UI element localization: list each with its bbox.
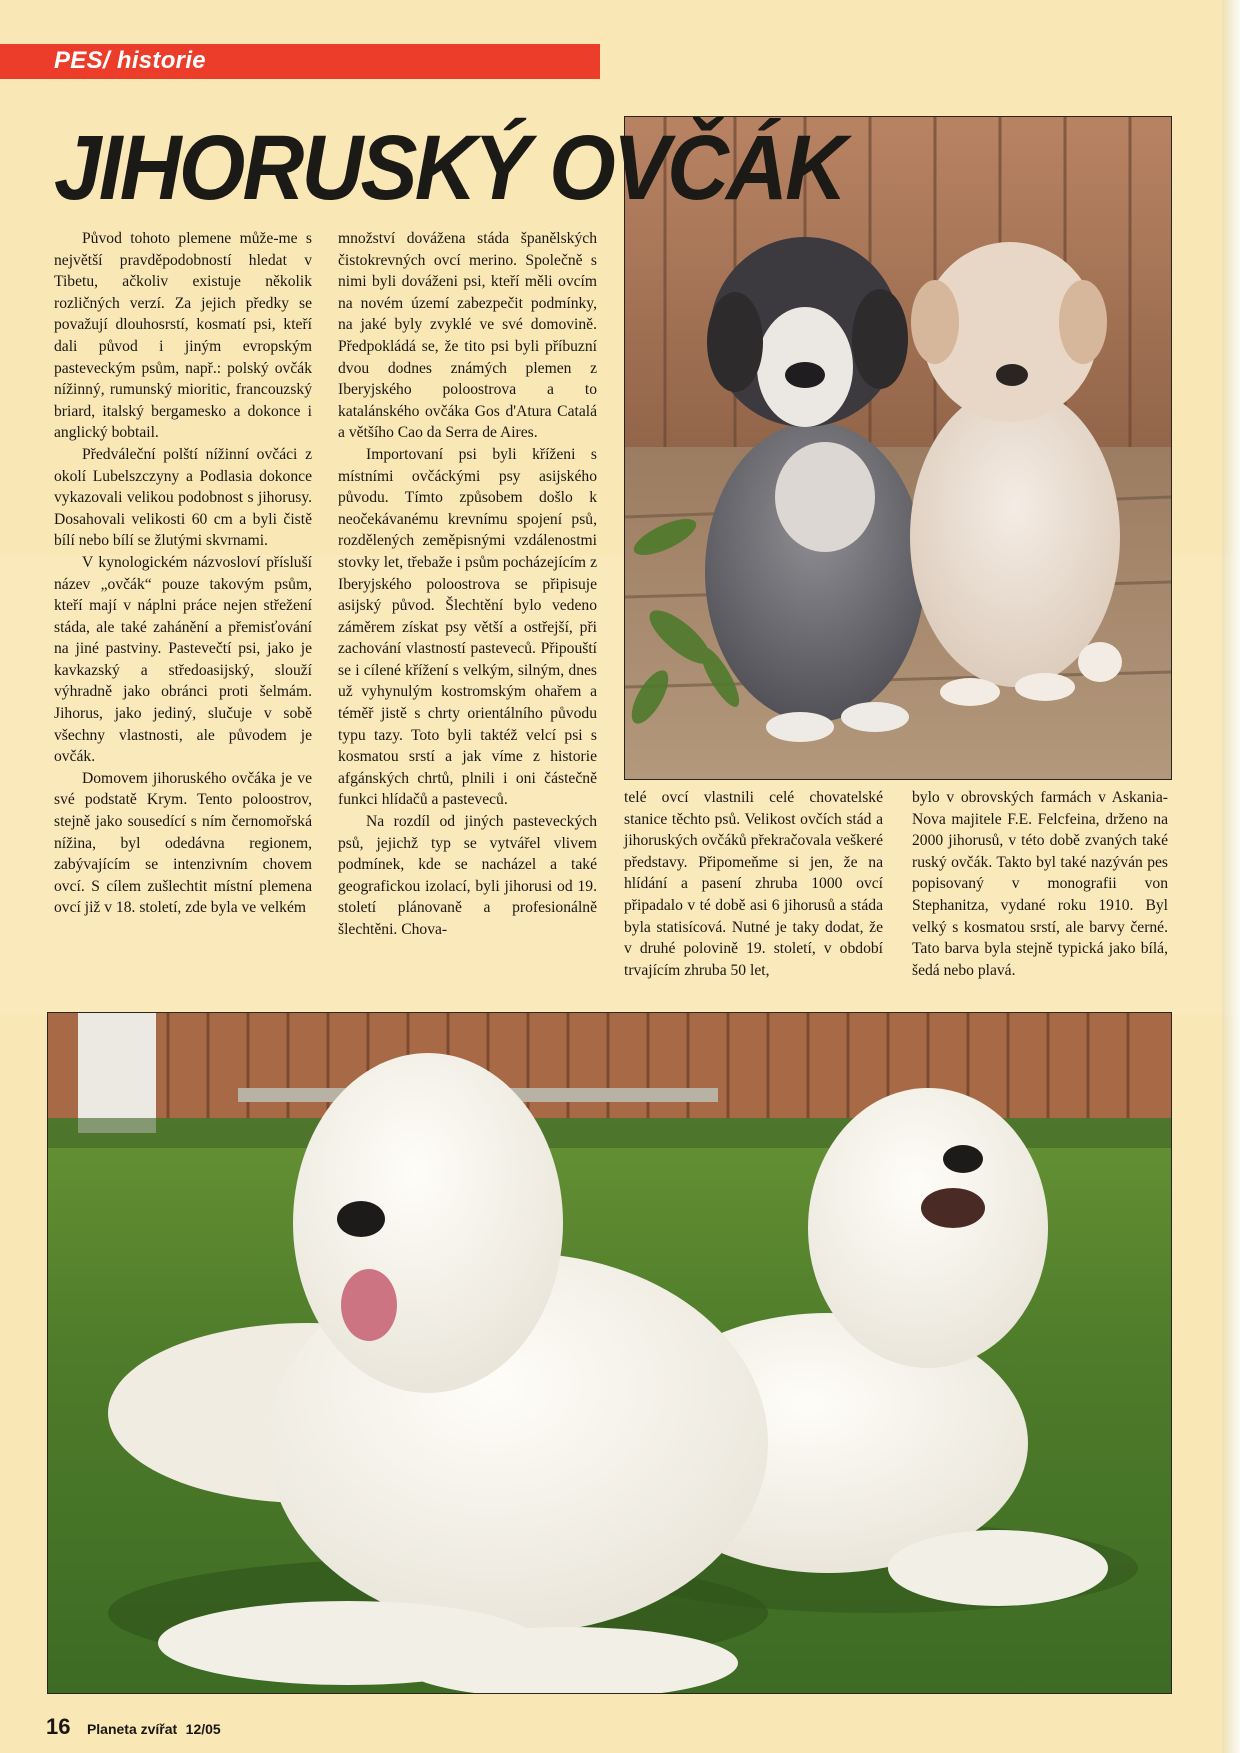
paragraph: Domovem jihoruského ovčáka je ve své podstatě Krym. Tento poloostrov, stejně jako sousedící s ním černomořská nížina, byl odedávna regionem, zabývajícím se intenzivním chovem ovcí. S cílem zušlechtit místní plemena ovcí již v 18. století, zde byla ve velkém <box>54 769 312 917</box>
paragraph: Importovaní psi byli kříženi s místními ovčáckými psy asijského původu. Tímto způsobem došlo k neočekávanému krevnímu spojení psů, rozdělených zeměpisnými vzdálenostmi stovky let, třebaže i psům pocházejícím z Iberyjského poloostrova se připisuje asijský původ. Šlechtění bylo vedeno záměrem získat psy větší a ostřejší, při zachování vlastností pasteveců. Připouští se i cílené křížení s velkým, silným, dnes už vyhynulým kostromským ohařem a téměř jistě s chrty orientálního původu typu tazy. Toto byli taktéž velcí psi s kosmatou srstí a jak víme z historie afgánských chrtů, plnili i oni částečně funkci hlídačů a pasteveců. <box>338 445 597 809</box>
adult-dogs-photo <box>47 1012 1172 1694</box>
text-column-4 <box>912 787 1168 981</box>
section-label: PES/ historie <box>54 47 206 74</box>
paragraph: V kynologickém názvosloví přísluší název „ovčák“ pouze takovým psům, kteří mají v náplni práce nejen střežení stáda, ale také zahánění a přemisťování na jiné pastviny. Pastevečtí psi, jako je kavkazský a středoasijský, slouží výhradně jako obránci proti šelmám. Jihorus, jako jediný, slučuje v sobě všechny vlastnosti, ale původem je ovčák. <box>54 553 312 766</box>
page-number: 16 <box>46 1714 71 1739</box>
text-column-2 <box>338 228 597 941</box>
adult-dogs-photo-illustration <box>48 1013 1171 1693</box>
text-column-1 <box>54 228 312 919</box>
magazine-name: Planeta zvířat <box>86 1721 178 1737</box>
paragraph: telé ovcí vlastnili celé chovatelské stanice těchto psů. Velikost ovčích stád a jihoruských ovčáků překračovala veškeré představy. Připomeňme si jen, že na hlídání a pasení zhruba 1000 ovcí připadalo v té době asi 6 jihorusů a stáda byla statisícová. Nutné je taky dodat, že v druhé polovině 19. století, v období trvajícím zhruba 50 let, <box>624 789 883 979</box>
issue-number: 12/05 <box>185 1721 221 1737</box>
paragraph: množství dovážena stáda španělských čistokrevných ovcí merino. Společně s nimi byli dováženi psi, kteří měli ovcím na novém území zabezpečit podmínky, na jaké byly zvyklé ve své domovině. Předpokládá se, že tito psi byli příbuzní dvou dodnes známých plemen z Iberyjského poloostrova a to katalánského ovčáka Gos d'Atura Catalá a většího Cao da Serra de Aires. <box>338 230 597 442</box>
paragraph: Předváleční polští nížinní ovčáci z okolí Lubelszczyny a Podlasia dokonce vykazovali velikou podobnost s jihorusy. Dosahovali velikosti 60 cm a byli čistě bílí nebo bílí se žlutými skvrnami. <box>54 445 312 550</box>
paragraph: Na rozdíl od jiných pasteveckých psů, jejichž typ se vytvářel vlivem podmínek, kde se nacházel a také geografickou izolací, byli jihorusi od 19. století plánovaně a profesionálně šlechtěni. Chova- <box>338 813 597 938</box>
article-headline: JIHORUSKÝ OVČÁK <box>54 117 845 219</box>
text-column-3 <box>624 787 883 981</box>
paragraph: bylo v obrovských farmách v Askania-Nova majitele F.E. Felcfeina, drženo na 2000 jihorusů, v této době zvaných také ruský ovčák. Takto byl také nazýván pes popisovaný v monografii von Stephanitza, vydané roku 1910. Byl velký s kosmatou srstí, ale barvy černé. Tato barva byla stejně typická jako bílá, šedá nebo plavá. <box>912 789 1168 979</box>
paragraph: Původ tohoto plemene může-me s největší pravděpodobností hledat v Tibetu, ačkoliv existuje několik rozličných verzí. Za jejich předky se považují dlouhosrstí, kosmatí psi, kteří dali původ i jiným evropským pasteveckým psům, např.: polský ovčák nížinný, rumunský mioritic, francouzský briard, italský bergamesko a dokonce i anglický bobtail. <box>54 230 312 442</box>
section-bar <box>0 44 600 79</box>
page-footer <box>46 1714 221 1740</box>
